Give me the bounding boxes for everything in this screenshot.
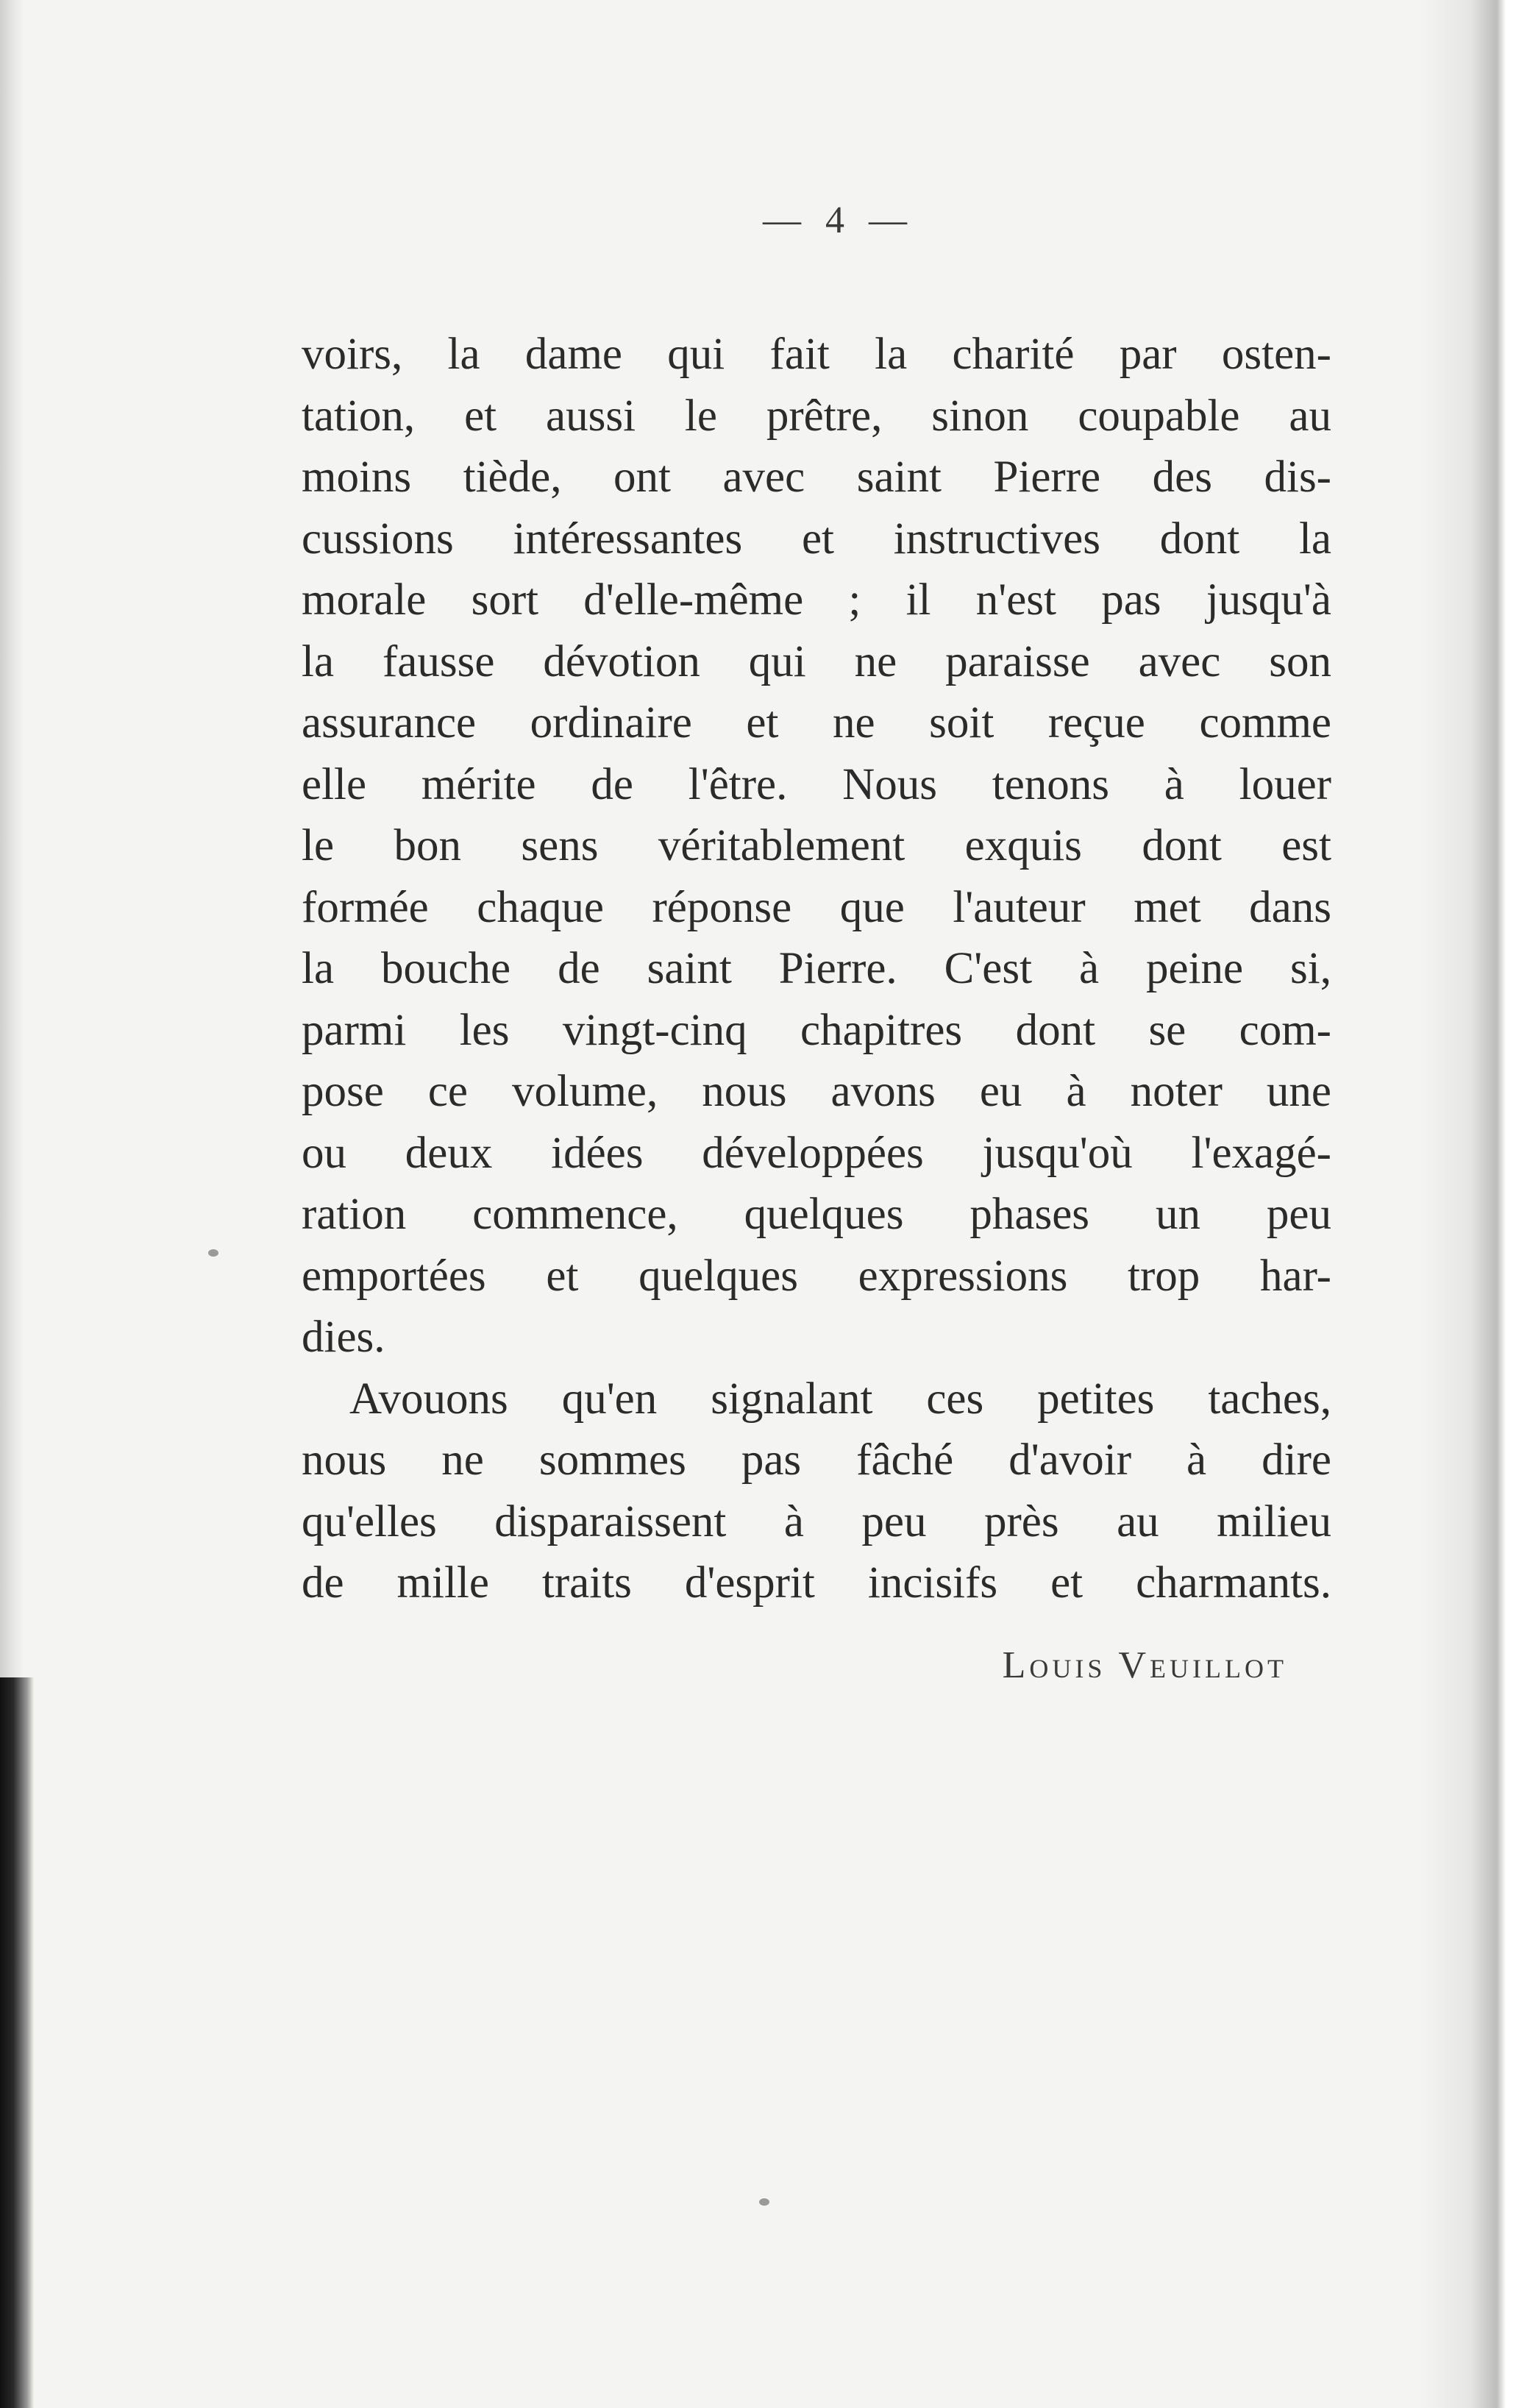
text-line: ou deux idées développées jusqu'où l'exagé-: [302, 1128, 1331, 1178]
text-line: la fausse dévotion qui ne paraisse avec son: [302, 636, 1331, 686]
document-page: [302, 199, 1331, 1687]
text-line: elle mérite de l'être. Nous tenons à louer: [302, 759, 1331, 809]
text-line: assurance ordinaire et ne soit reçue comme: [302, 698, 1331, 747]
page-number: — 4 —: [763, 199, 914, 241]
author-signature: Louis Veuillot: [1002, 1644, 1287, 1686]
text-line: Avouons qu'en signalant ces petites taches,: [349, 1374, 1331, 1424]
text-line: la bouche de saint Pierre. C'est à peine si,: [302, 944, 1331, 993]
text-line: qu'elles disparaissent à peu près au milieu: [302, 1496, 1331, 1546]
text-line: formée chaque réponse que l'auteur met dans: [302, 882, 1331, 932]
text-line: ration commence, quelques phases un peu: [302, 1190, 1331, 1239]
paragraph-2: [302, 1368, 1331, 1614]
paragraph-1: [302, 324, 1331, 1368]
text-line: le bon sens véritablement exquis dont est: [302, 821, 1331, 870]
text-line: parmi les vingt-cinq chapitres dont se com-: [302, 1005, 1331, 1055]
page-right-edge: [1420, 0, 1530, 2408]
text-line: tation, et aussi le prêtre, sinon coupable au: [302, 391, 1331, 441]
text-line: de mille traits d'esprit incisifs et charmants.: [302, 1558, 1331, 1608]
text-line: morale sort d'elle-même ; il n'est pas jusqu'à: [302, 575, 1331, 625]
print-speck: [759, 2198, 769, 2206]
text-line: emportées et quelques expressions trop har-: [302, 1251, 1331, 1301]
text-line: pose ce volume, nous avons eu à noter une: [302, 1067, 1331, 1116]
body-text: [302, 324, 1331, 1614]
text-line: nous ne sommes pas fâché d'avoir à dire: [302, 1435, 1331, 1485]
text-line: cussions intéressantes et instructives dont la: [302, 514, 1331, 564]
book-binding-shadow: [0, 1677, 34, 2408]
text-line: moins tiède, ont avec saint Pierre des dis-: [302, 452, 1331, 502]
text-line: voirs, la dame qui fait la charité par osten-: [302, 330, 1331, 379]
text-line: dies.: [302, 1313, 385, 1362]
print-speck: [208, 1249, 218, 1257]
